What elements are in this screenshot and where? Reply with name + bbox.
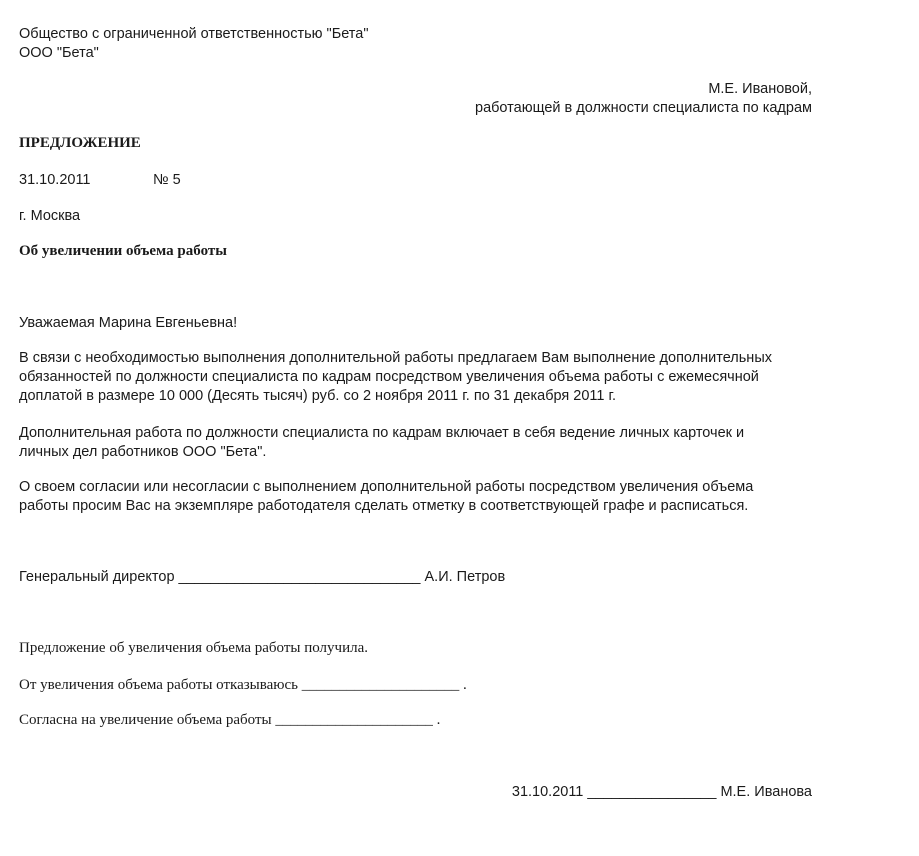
ack-agree: Согласна на увеличение объема работы _____________________ . [19,712,441,728]
document-city: г. Москва [19,208,81,224]
document-type: ПРЕДЛОЖЕНИЕ [19,135,141,151]
org-short-name: ООО "Бета" [19,45,99,61]
paragraph-line: Дополнительная работа по должности специалиста по кадрам включает в себя ведение личных карточек и [19,425,745,441]
paragraph-line: доплатой в размере 10 000 (Десять тысяч) руб. со 2 ноября 2011 г. по 31 декабря 2011 г. [19,388,617,404]
document-date: 31.10.2011 [19,172,91,188]
paragraph-line: О своем согласии или несогласии с выполнением дополнительной работы посредством увеличения объема [19,479,754,495]
document-number: № 5 [153,172,181,188]
paragraph-line: В связи с необходимостью выполнения дополнительной работы предлагаем Вам выполнение дополнительных [19,350,772,366]
ack-refuse: От увеличения объема работы отказываюсь _____________________ . [19,677,467,693]
greeting: Уважаемая Марина Евгеньевна! [19,315,238,331]
paragraph-line: обязанностей по должности специалиста по кадрам посредством увеличения объема работы с ежемесячной [19,369,759,385]
paragraph-2 [19,424,839,462]
addressee-name: М.Е. Ивановой, [708,81,812,97]
paragraph-line: работы просим Вас на экземпляре работодателя сделать отметку в соответствующей графе и расписаться. [19,498,749,514]
document-subject: Об увеличении объема работы [19,243,227,259]
org-full-name: Общество с ограниченной ответственностью "Бета" [19,26,369,42]
employee-signature-line: 31.10.2011 ________________ М.Е. Иванова [511,784,812,800]
paragraph-line: личных дел работников ООО "Бета". [19,444,267,460]
addressee-position: работающей в должности специалиста по кадрам [475,100,812,116]
ack-received: Предложение об увеличения объема работы получила. [19,640,368,656]
paragraph-3 [19,478,839,516]
director-signature-line: Генеральный директор ______________________________ А.И. Петров [19,569,506,585]
paragraph-1 [19,349,839,406]
